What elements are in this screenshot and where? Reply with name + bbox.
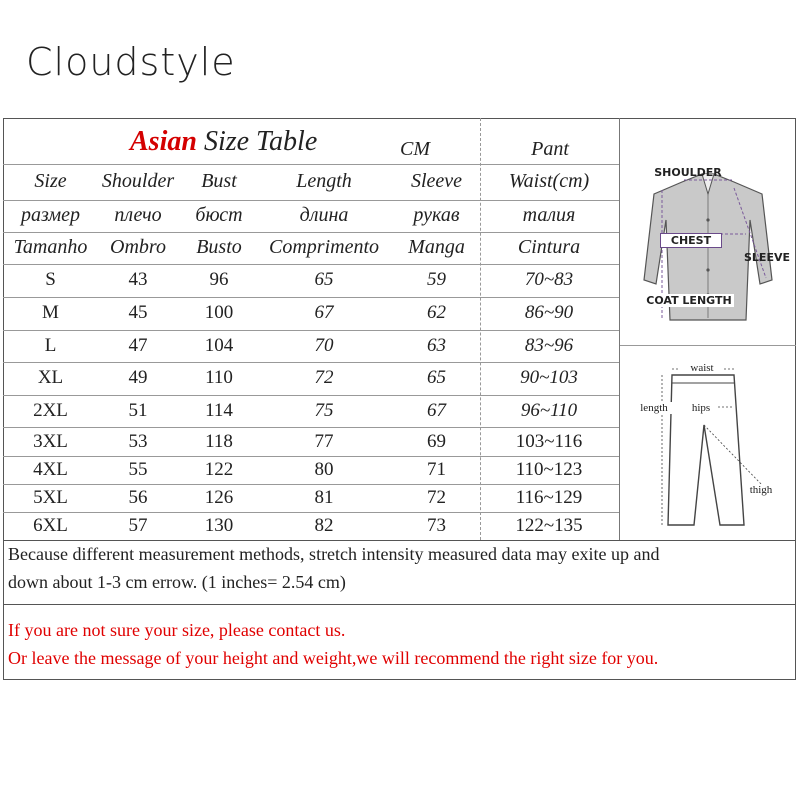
measurement-cell: 71 <box>427 459 446 480</box>
table-title <box>130 126 317 158</box>
measurement-cell: 80 <box>314 459 334 480</box>
pants-diagram-icon <box>622 355 794 535</box>
table-bottom-line <box>3 540 796 541</box>
diagram-column-divider <box>619 118 620 540</box>
header-cell: Tamanho <box>13 236 88 258</box>
measurement-cell: 81 <box>314 487 334 508</box>
measurement-cell: 55 <box>128 459 148 480</box>
measurement-cell: 75 <box>314 400 334 421</box>
measurement-cell: 116~129 <box>515 487 583 508</box>
measurement-note-continued: down about 1-3 cm errow. (1 inches= 2.54 cm) <box>8 572 346 592</box>
size-cell: M <box>42 302 59 323</box>
measurement-cell: 62 <box>427 302 446 323</box>
measurement-cell: 53 <box>128 431 148 452</box>
size-cell: 6XL <box>33 515 68 536</box>
size-cell: XL <box>37 367 64 388</box>
size-cell: 4XL <box>33 459 68 480</box>
shoulder-label: SHOULDER <box>654 166 722 179</box>
sleeve-label: SLEEVE <box>744 251 790 264</box>
pant-label: Pant <box>531 138 569 160</box>
measurement-cell: 82 <box>314 515 334 536</box>
row-divider <box>3 395 619 396</box>
measurement-cell: 43 <box>128 269 148 290</box>
recommendation-note: Or leave the message of your height and weight,we will recommend the right size for you. <box>8 648 659 668</box>
measurement-cell: 118 <box>205 431 233 452</box>
row-divider <box>3 200 619 201</box>
diagram-divider <box>619 345 796 346</box>
measurement-cell: 96 <box>209 269 229 290</box>
header-cell: талия <box>522 204 576 226</box>
row-divider <box>3 232 619 233</box>
size-cell: L <box>44 335 57 356</box>
shirt-diagram-icon <box>622 160 794 340</box>
measurement-cell: 72 <box>427 487 446 508</box>
measurement-cell: 104 <box>204 335 234 356</box>
thigh-label: thigh <box>744 484 778 496</box>
measurement-cell: 114 <box>205 400 233 421</box>
measurement-cell: 67 <box>314 302 334 323</box>
header-cell: рукав <box>413 204 460 226</box>
size-cell: S <box>45 269 56 290</box>
measurement-cell: 70 <box>314 335 334 356</box>
measurement-cell: 83~96 <box>524 335 574 356</box>
measurement-cell: 96~110 <box>520 400 578 421</box>
header-cell: Waist(cm) <box>508 170 590 192</box>
measurement-cell: 67 <box>427 400 446 421</box>
notes-divider <box>3 604 796 605</box>
coat-length-label: COAT LENGTH <box>644 294 734 307</box>
measurement-note: Because different measurement methods, stretch intensity measured data may exite up and <box>8 544 660 564</box>
measurement-cell: 122 <box>204 459 234 480</box>
measurement-cell: 90~103 <box>520 367 578 388</box>
row-divider <box>3 164 619 165</box>
chest-label: CHEST <box>660 233 722 248</box>
header-cell: Busto <box>196 236 242 258</box>
measurement-cell: 122~135 <box>515 515 583 536</box>
header-cell: плечо <box>114 204 162 226</box>
measurement-cell: 103~116 <box>515 431 583 452</box>
size-cell: 3XL <box>33 431 68 452</box>
measurement-cell: 51 <box>128 400 148 421</box>
measurement-cell: 56 <box>128 487 148 508</box>
row-divider <box>3 427 619 428</box>
waist-label: waist <box>680 362 724 374</box>
header-cell: длина <box>299 204 349 226</box>
measurement-cell: 126 <box>204 487 234 508</box>
row-divider <box>3 297 619 298</box>
row-divider <box>3 264 619 265</box>
measurement-cell: 72 <box>314 367 334 388</box>
header-cell: бюст <box>195 204 243 226</box>
measurement-cell: 65 <box>314 269 334 290</box>
row-divider <box>3 456 619 457</box>
row-divider <box>3 362 619 363</box>
header-cell: Size <box>34 170 67 192</box>
measurement-cell: 69 <box>427 431 446 452</box>
header-cell: размер <box>21 204 80 226</box>
measurement-cell: 47 <box>128 335 148 356</box>
measurement-cell: 73 <box>427 515 446 536</box>
pant-column-divider <box>480 118 481 540</box>
size-cell: 5XL <box>33 487 68 508</box>
measurement-cell: 100 <box>204 302 234 323</box>
measurement-cell: 45 <box>128 302 148 323</box>
header-cell: Comprimento <box>269 236 379 258</box>
header-cell: Sleeve <box>410 170 463 192</box>
row-divider <box>3 512 619 513</box>
measurement-cell: 110 <box>205 367 233 388</box>
row-divider <box>3 484 619 485</box>
brand-logo: Cloudstyle <box>26 40 236 84</box>
title-rest: Size Table <box>203 126 318 157</box>
header-cell: Cintura <box>517 236 581 258</box>
measurement-cell: 59 <box>427 269 446 290</box>
measurement-cell: 70~83 <box>524 269 574 290</box>
row-divider <box>3 330 619 331</box>
header-cell: Manga <box>408 236 465 258</box>
measurement-cell: 65 <box>427 367 446 388</box>
hips-label: hips <box>686 402 716 414</box>
measurement-cell: 110~123 <box>515 459 583 480</box>
contact-note: If you are not sure your size, please contact us. <box>8 620 346 640</box>
measurement-cell: 130 <box>204 515 234 536</box>
header-cell: Bust <box>201 170 237 192</box>
size-cell: 2XL <box>33 400 68 421</box>
measurement-cell: 86~90 <box>524 302 574 323</box>
header-cell: Length <box>296 170 352 192</box>
header-cell: Shoulder <box>101 170 175 192</box>
measurement-cell: 57 <box>128 515 148 536</box>
title-highlight: Asian <box>130 126 197 157</box>
measurement-cell: 63 <box>427 335 446 356</box>
unit-label: CM <box>400 138 430 160</box>
measurement-cell: 49 <box>128 367 148 388</box>
measurement-cell: 77 <box>314 431 334 452</box>
header-cell: Ombro <box>110 236 166 258</box>
length-label: length <box>634 402 674 414</box>
